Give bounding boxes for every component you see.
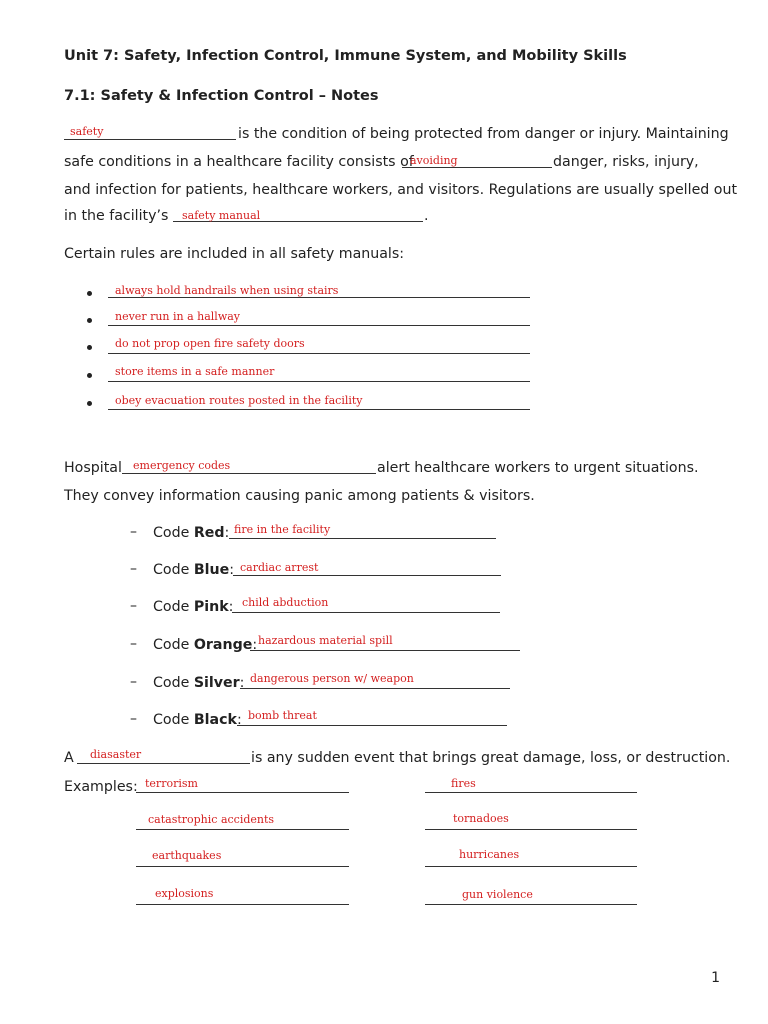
blank-example (136, 866, 349, 867)
page-title: Unit 7: Safety, Infection Control, Immune System, and Mobility Skills (64, 48, 627, 64)
answer-example: tornadoes (453, 812, 509, 825)
answer-example: catastrophic accidents (148, 813, 275, 826)
blank-code (232, 612, 500, 613)
answer-code-red: fire in the facility (234, 523, 331, 536)
blank-example (425, 829, 637, 830)
blank-example (136, 792, 349, 793)
codes-line1-rest: alert healthcare workers to urgent situations. (377, 460, 699, 476)
dash: – (130, 561, 137, 577)
code-blue-label: Code Blue: (153, 562, 235, 578)
code-silver-label: Code Silver: (153, 675, 245, 691)
bullet (87, 291, 92, 296)
disaster-pre: A (64, 750, 74, 766)
blank-example (425, 904, 637, 905)
blank-disaster (77, 763, 250, 764)
rules-intro: Certain rules are included in all safety manuals: (64, 246, 405, 262)
answer-safety: safety (70, 125, 104, 138)
para1-line4-pre: in the facility’s (64, 208, 169, 224)
blank-rule (108, 325, 530, 326)
blank-example (136, 829, 349, 830)
page-number: 1 (711, 970, 720, 986)
blank-rule (108, 353, 530, 354)
blank-rule (108, 297, 530, 298)
answer-example: terrorism (145, 777, 198, 790)
answer-safety-manual: safety manual (182, 209, 261, 222)
answer-rule: never run in a hallway (115, 310, 241, 323)
answer-avoiding: avoiding (410, 154, 458, 167)
answer-code-black: bomb threat (248, 709, 317, 722)
answer-example: earthquakes (152, 849, 222, 862)
answer-code-blue: cardiac arrest (240, 561, 319, 574)
answer-example: explosions (155, 887, 214, 900)
blank-example (425, 866, 637, 867)
answer-example: gun violence (462, 888, 533, 901)
examples-label: Examples: (64, 779, 138, 795)
answer-rule: do not prop open fire safety doors (115, 337, 305, 350)
blank-avoiding (402, 167, 552, 168)
codes-line1-pre: Hospital (64, 460, 122, 476)
answer-code-pink: child abduction (242, 596, 329, 609)
bullet (87, 318, 92, 323)
blank-code (250, 650, 520, 651)
answer-emergency-codes: emergency codes (133, 459, 231, 472)
dash: – (130, 598, 137, 614)
blank-example (136, 904, 349, 905)
section-title: 7.1: Safety & Infection Control – Notes (64, 88, 379, 104)
para1-line4-rest: . (424, 208, 429, 224)
code-orange-label: Code Orange: (153, 637, 258, 653)
bullet (87, 373, 92, 378)
blank-code (229, 538, 496, 539)
para1-line1: is the condition of being protected from danger or injury. Maintaining (238, 126, 729, 142)
answer-example: fires (451, 777, 476, 790)
dash: – (130, 711, 137, 727)
dash: – (130, 636, 137, 652)
answer-rule: store items in a safe manner (115, 365, 275, 378)
blank-code (237, 725, 507, 726)
blank-safety (64, 139, 236, 140)
dash: – (130, 674, 137, 690)
blank-code (240, 688, 510, 689)
bullet (87, 345, 92, 350)
code-black-label: Code Black: (153, 712, 242, 728)
blank-code (233, 575, 501, 576)
blank-emergency-codes (122, 473, 376, 474)
answer-code-silver: dangerous person w/ weapon (250, 672, 414, 685)
bullet (87, 401, 92, 406)
dash: – (130, 524, 137, 540)
answer-code-orange: hazardous material spill (258, 634, 393, 647)
code-pink-label: Code Pink: (153, 599, 234, 615)
answer-example: hurricanes (459, 848, 520, 861)
disaster-rest: is any sudden event that brings great damage, loss, or destruction. (251, 750, 731, 766)
para1-line2-rest: danger, risks, injury, (553, 154, 699, 170)
blank-rule (108, 381, 530, 382)
answer-rule: always hold handrails when using stairs (115, 284, 339, 297)
answer-rule: obey evacuation routes posted in the facility (115, 394, 363, 407)
blank-example (425, 792, 637, 793)
blank-rule (108, 409, 530, 410)
para1-line2-pre: safe conditions in a healthcare facility consists of (64, 154, 414, 170)
code-red-label: Code Red: (153, 525, 230, 541)
para1-line3: and infection for patients, healthcare workers, and visitors. Regulations are usually spelled out (64, 182, 738, 198)
answer-disaster: diasaster (90, 748, 142, 761)
codes-line2: They convey information causing panic among patients & visitors. (64, 488, 535, 504)
